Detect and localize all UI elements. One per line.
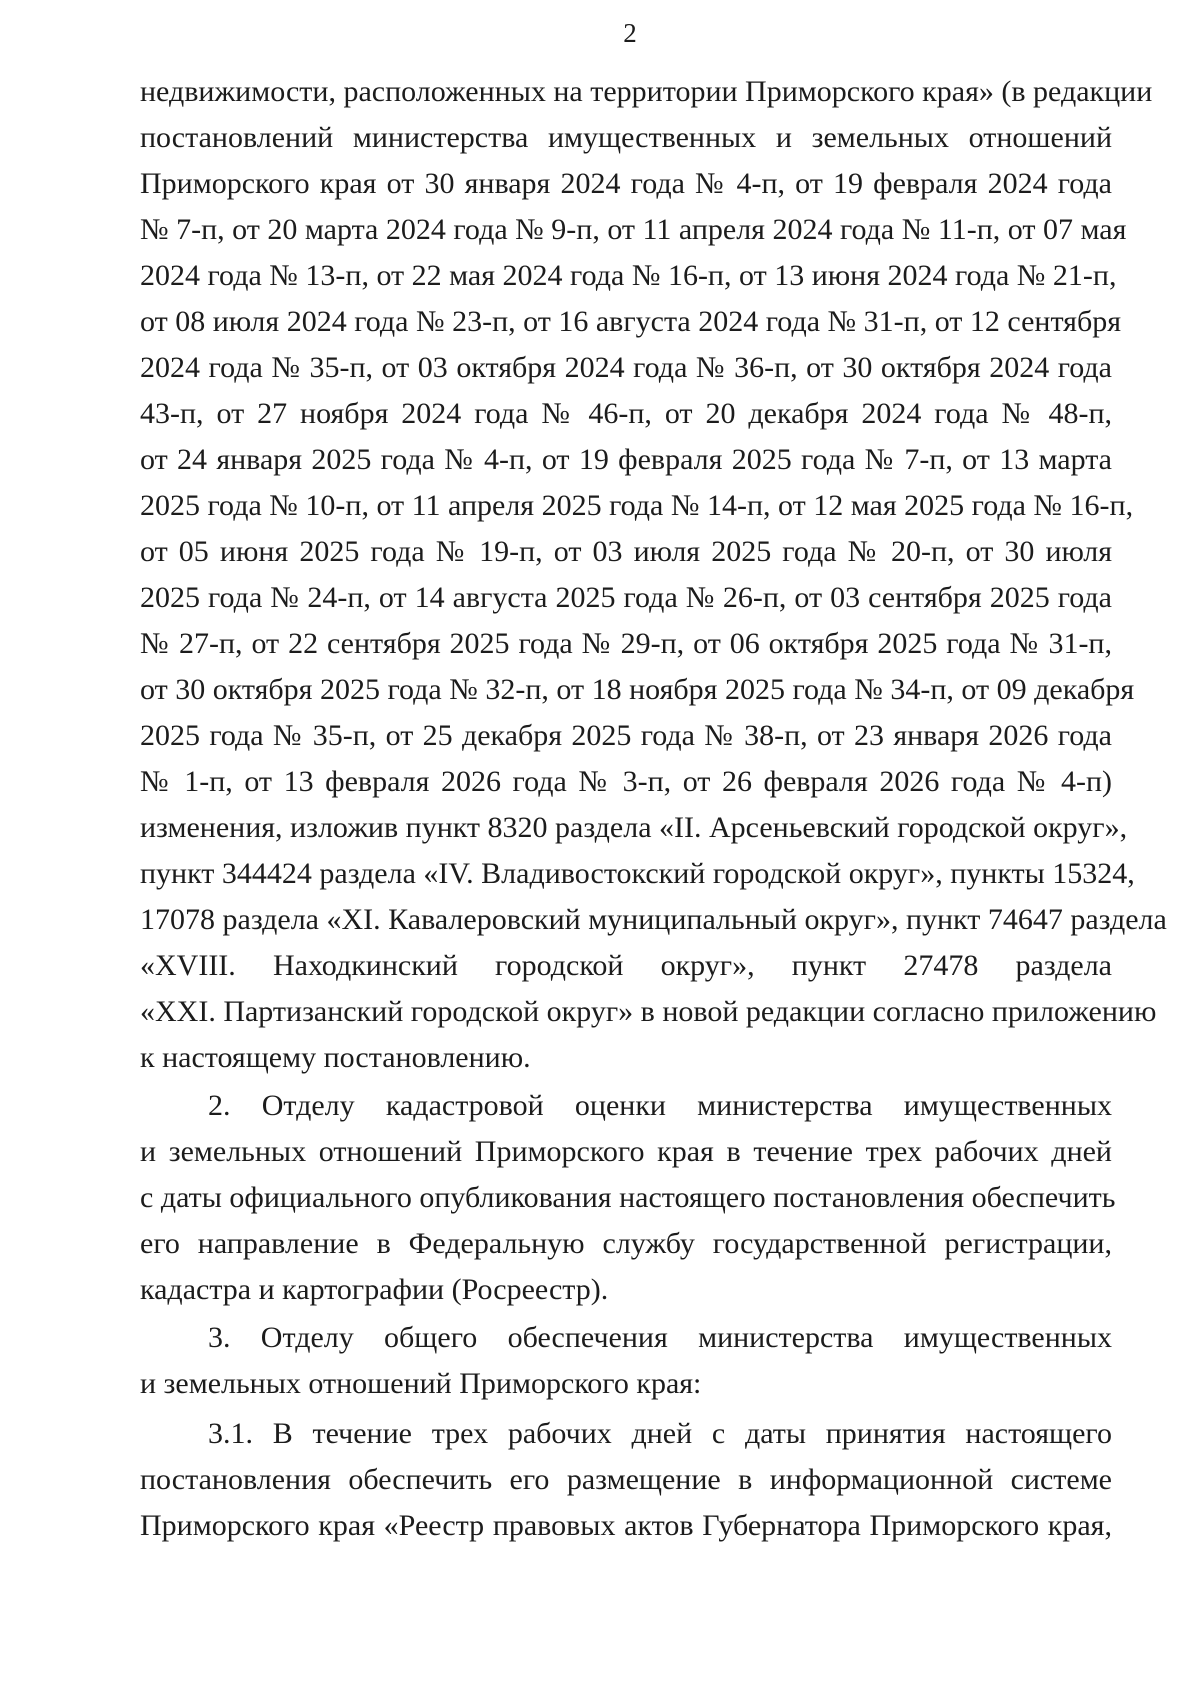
text-line: 2024 года № 13-п, от 22 мая 2024 года № 16-п, от 13 июня 2024 года № 21-п, bbox=[140, 259, 1117, 292]
text-line: № 7-п, от 20 марта 2024 года № 9-п, от 11 апреля 2024 года № 11-п, от 07 мая bbox=[140, 213, 1127, 246]
text-line: кадастра и картографии (Росреестр). bbox=[140, 1273, 609, 1306]
text-line: постановлений министерства имущественных и земельных отношений bbox=[140, 121, 1112, 154]
text-line: 2025 года № 35-п, от 25 декабря 2025 года № 38-п, от 23 января 2026 года bbox=[140, 719, 1112, 752]
text-line: 43-п, от 27 ноября 2024 года № 46-п, от 20 декабря 2024 года № 48-п, bbox=[140, 397, 1112, 430]
text-line: 3. Отделу общего обеспечения министерства имущественных bbox=[208, 1321, 1112, 1354]
text-line: от 30 октября 2025 года № 32-п, от 18 ноября 2025 года № 34-п, от 09 декабря bbox=[140, 673, 1135, 706]
text-line: Приморского края «Реестр правовых актов Губернатора Приморского края, bbox=[140, 1509, 1112, 1542]
text-line: № 1-п, от 13 февраля 2026 года № 3-п, от 26 февраля 2026 года № 4-п) bbox=[140, 765, 1112, 798]
text-line: и земельных отношений Приморского края: bbox=[140, 1367, 702, 1400]
text-line: к настоящему постановлению. bbox=[140, 1041, 531, 1074]
text-line: от 24 января 2025 года № 4-п, от 19 февраля 2025 года № 7-п, от 13 марта bbox=[140, 443, 1112, 476]
text-line: 2025 года № 24-п, от 14 августа 2025 года № 26-п, от 03 сентября 2025 года bbox=[140, 581, 1112, 614]
text-line: 2025 года № 10-п, от 11 апреля 2025 года № 14-п, от 12 мая 2025 года № 16-п, bbox=[140, 489, 1134, 522]
text-line: «XXI. Партизанский городской округ» в новой редакции согласно приложению bbox=[140, 995, 1157, 1028]
text-line: 2. Отделу кадастровой оценки министерства имущественных bbox=[208, 1089, 1112, 1122]
text-line: Приморского края от 30 января 2024 года № 4-п, от 19 февраля 2024 года bbox=[140, 167, 1112, 200]
text-line: 17078 раздела «XI. Кавалеровский муниципальный округ», пункт 74647 раздела bbox=[140, 903, 1167, 936]
text-line: «XVIII. Находкинский городской округ», пункт 27478 раздела bbox=[140, 949, 1112, 982]
text-line: от 05 июня 2025 года № 19-п, от 03 июля 2025 года № 20-п, от 30 июля bbox=[140, 535, 1112, 568]
text-line: и земельных отношений Приморского края в течение трех рабочих дней bbox=[140, 1135, 1112, 1168]
text-line: с даты официального опубликования настоящего постановления обеспечить bbox=[140, 1181, 1116, 1214]
text-line: от 08 июля 2024 года № 23-п, от 16 августа 2024 года № 31-п, от 12 сентября bbox=[140, 305, 1122, 338]
text-line: пункт 344424 раздела «IV. Владивостокский городской округ», пункты 15324, bbox=[140, 857, 1135, 890]
text-line: постановления обеспечить его размещение в информационной системе bbox=[140, 1463, 1112, 1496]
text-line: изменения, изложив пункт 8320 раздела «II. Арсеньевский городской округ», bbox=[140, 811, 1128, 844]
text-line: 2024 года № 35-п, от 03 октября 2024 года № 36-п, от 30 октября 2024 года bbox=[140, 351, 1112, 384]
text-line: 3.1. В течение трех рабочих дней с даты принятия настоящего bbox=[208, 1417, 1112, 1450]
text-line: его направление в Федеральную службу государственной регистрации, bbox=[140, 1227, 1112, 1260]
text-line: № 27-п, от 22 сентября 2025 года № 29-п, от 06 октября 2025 года № 31-п, bbox=[140, 627, 1112, 660]
text-line: недвижимости, расположенных на территории Приморского края» (в редакции bbox=[140, 75, 1153, 108]
page-number: 2 bbox=[623, 18, 637, 48]
